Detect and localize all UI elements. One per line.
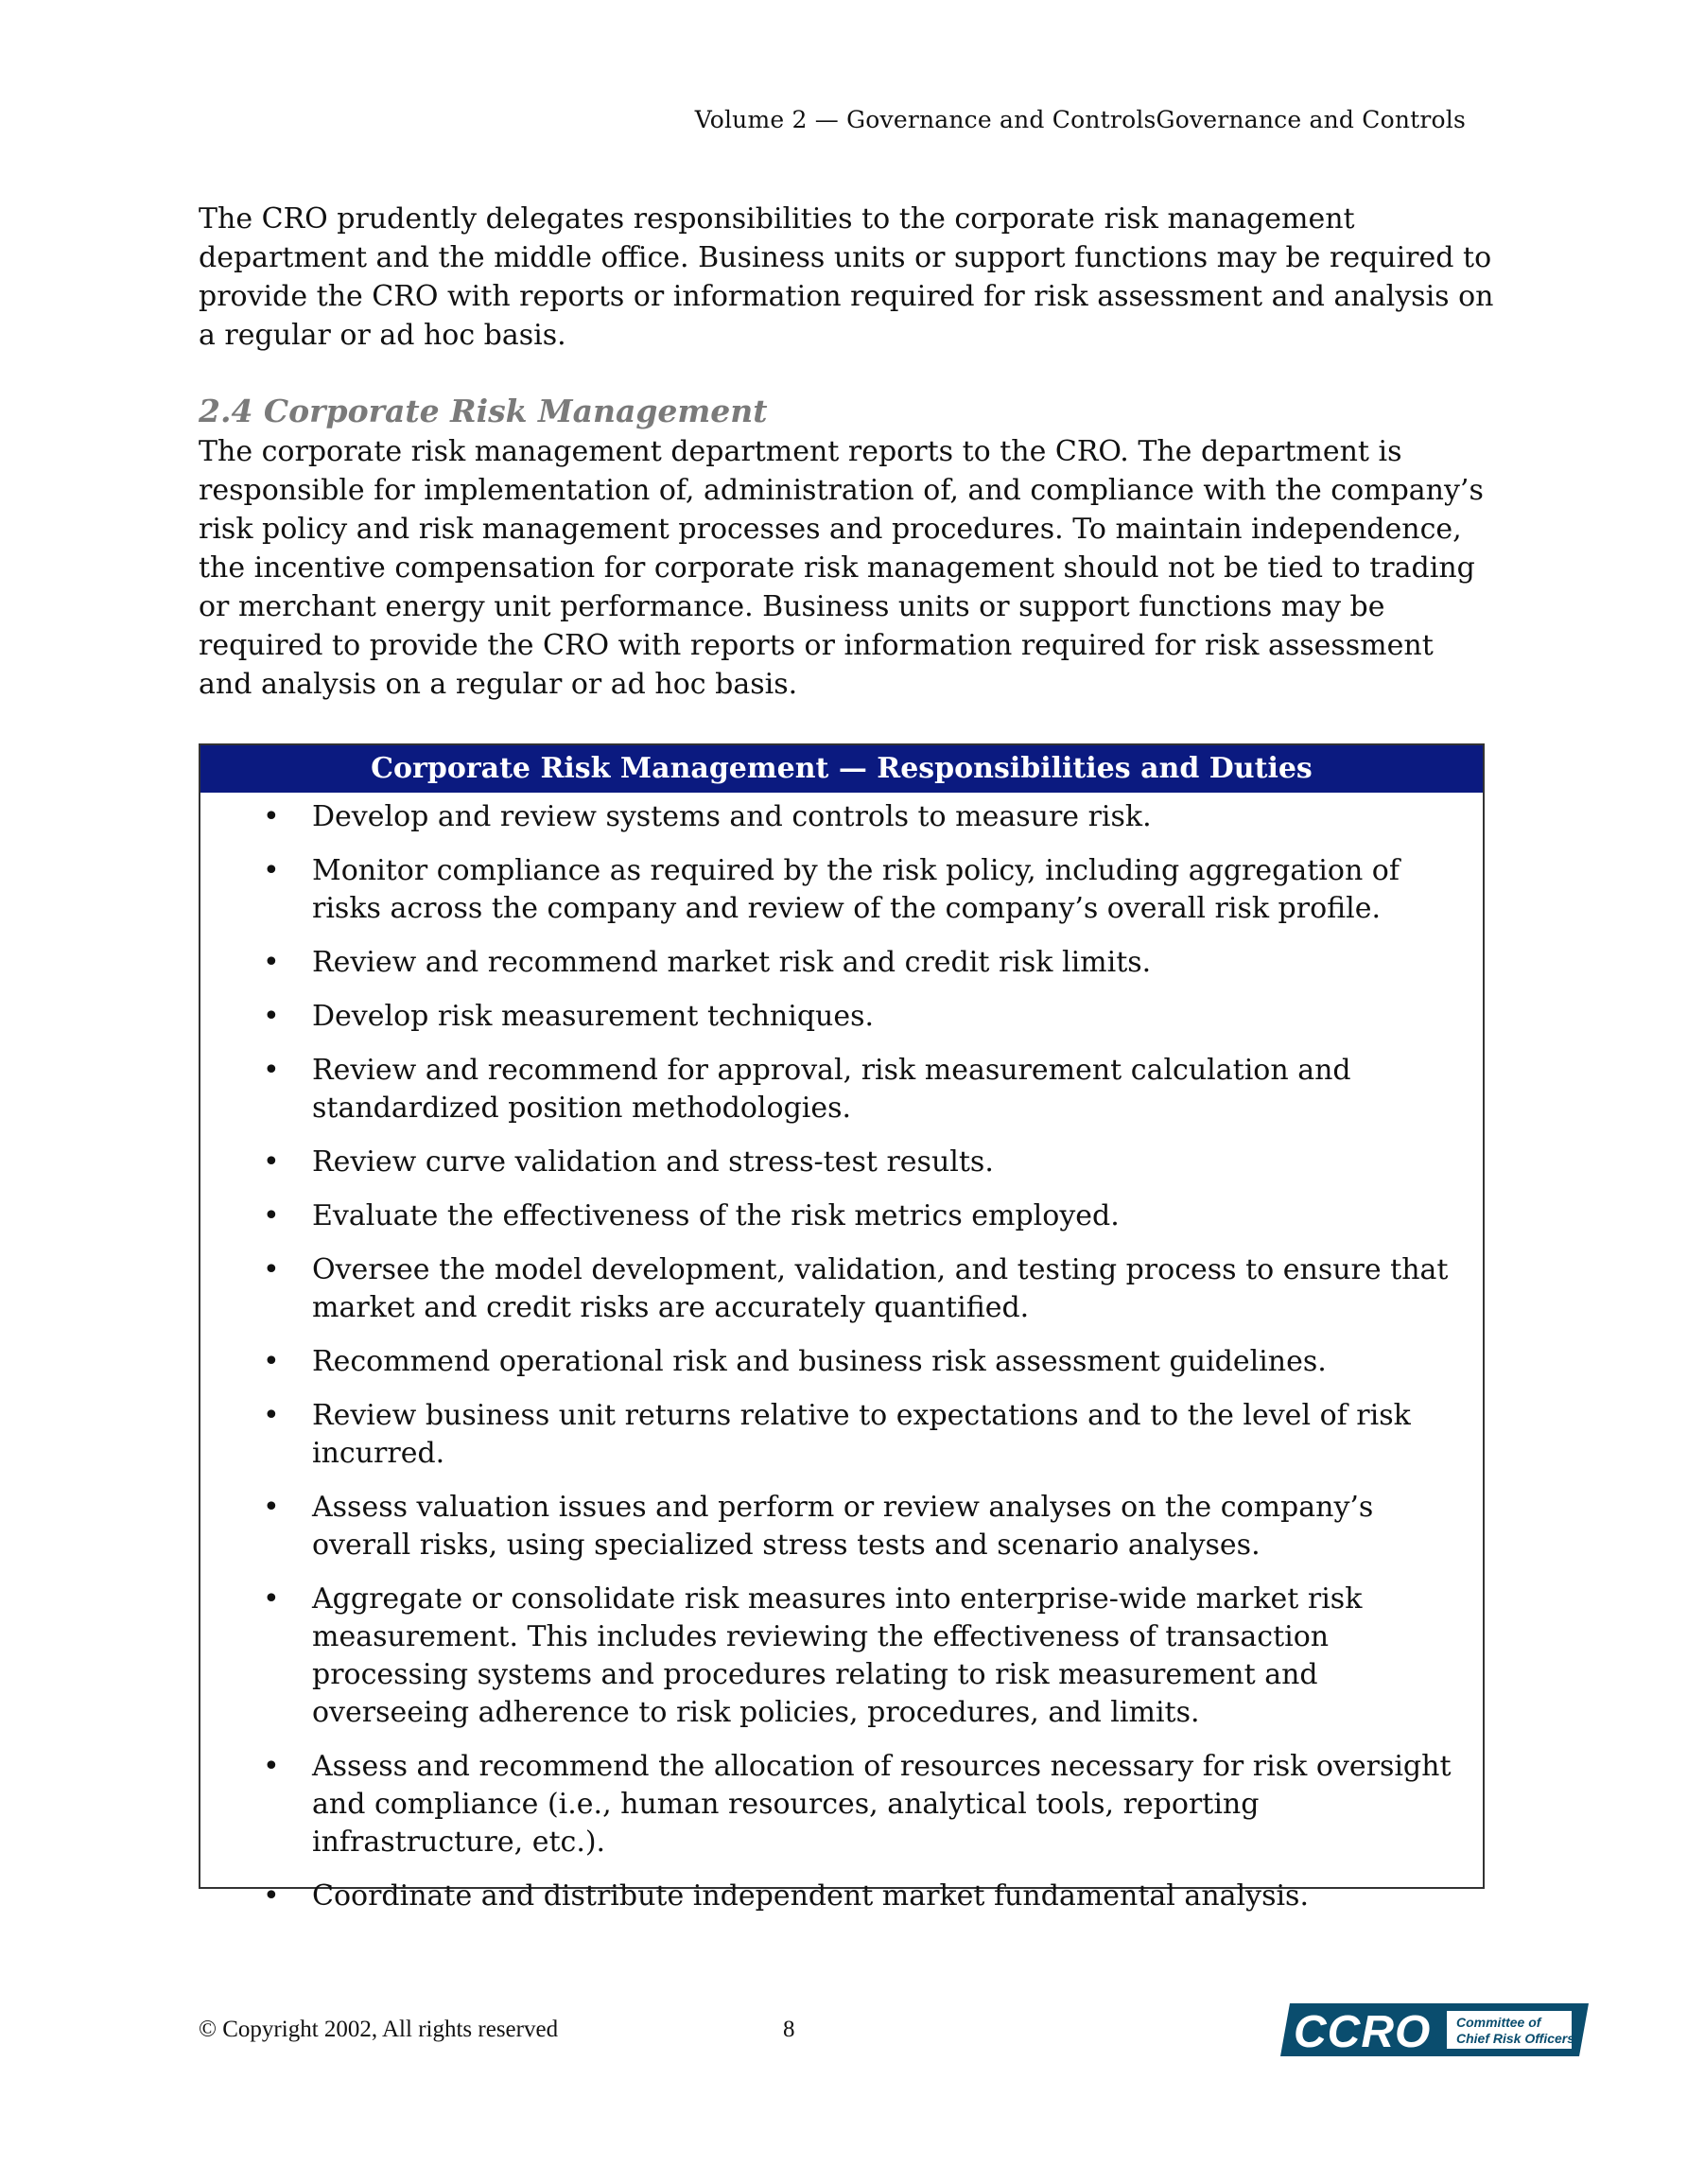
duty-text: Develop and review systems and controls to measure risk.: [312, 800, 1152, 833]
duty-item: [200, 1489, 1483, 1564]
bullet-icon: •: [263, 1399, 280, 1432]
page-number: 8: [783, 2017, 795, 2042]
bullet-icon: •: [263, 1491, 280, 1524]
section-heading: 2.4 Corporate Risk Management: [199, 393, 768, 429]
duty-item: [200, 1251, 1483, 1327]
ccro-logo: [1280, 2003, 1589, 2056]
ccro-logo-line1: Committee of: [1456, 2015, 1541, 2030]
duties-box: [199, 743, 1485, 1913]
duty-item: [200, 1197, 1483, 1235]
duty-item: [200, 944, 1483, 982]
bullet-icon: •: [263, 1345, 280, 1378]
ccro-logo-line2: Chief Risk Officers: [1456, 2031, 1575, 2046]
duty-item: [200, 1343, 1483, 1381]
bullet-icon: •: [263, 946, 280, 979]
bullet-icon: •: [263, 1582, 280, 1616]
duty-item: [200, 1581, 1483, 1732]
duty-item: [200, 852, 1483, 928]
bullet-icon: •: [263, 800, 280, 833]
duty-text: Assess and recommend the allocation of resources necessary for risk oversight and compliance (i.e., human resources, analytical tools, reporting infrastructure, etc.).: [312, 1750, 1452, 1859]
duty-text: Review and recommend for approval, risk measurement calculation and standardized position methodologies.: [312, 1054, 1351, 1125]
bullet-icon: •: [263, 1879, 280, 1913]
page-body: [199, 200, 1494, 704]
duty-text: Coordinate and distribute independent market fundamental analysis.: [312, 1879, 1309, 1913]
duty-text: Assess valuation issues and perform or review analyses on the company’s overall risks, using specialized stress tests and scenario analyses.: [312, 1491, 1374, 1562]
bullet-icon: •: [263, 1750, 280, 1783]
duty-item: [200, 798, 1483, 836]
bullet-icon: •: [263, 1253, 280, 1286]
duty-text: Review business unit returns relative to expectations and to the level of risk incurred.: [312, 1399, 1411, 1470]
duty-item: [200, 1397, 1483, 1473]
duty-item: [200, 1052, 1483, 1127]
duty-item: [200, 1748, 1483, 1861]
duty-item: [200, 1144, 1483, 1181]
bullet-icon: •: [263, 1000, 280, 1033]
duties-list: [200, 798, 1483, 1931]
duty-text: Evaluate the effectiveness of the risk metrics employed.: [312, 1199, 1120, 1232]
duty-text: Monitor compliance as required by the risk policy, including aggregation of risks across the company and review of the company’s overall risk profile.: [312, 854, 1400, 925]
duty-text: Aggregate or consolidate risk measures into enterprise-wide market risk measurement. This includes reviewing the effectiveness of transaction processing systems and procedures relating to risk measurement and overseeing adherence to risk policies, procedures, and limits.: [312, 1582, 1363, 1729]
bullet-icon: •: [263, 1199, 280, 1232]
duty-text: Review and recommend market risk and credit risk limits.: [312, 946, 1152, 979]
bullet-icon: •: [263, 854, 280, 887]
duties-box-title: Corporate Risk Management — Responsibilities and Duties: [200, 745, 1483, 793]
intro-paragraph: The CRO prudently delegates responsibilities to the corporate risk management department and the middle office. Business units or support functions may be required to provide the CRO with reports or information required for risk assessment and analysis on a regular or ad hoc basis.: [199, 202, 1494, 352]
ccro-logo-wordmark: CCRO: [1294, 2007, 1432, 2056]
duty-text: Recommend operational risk and business risk assessment guidelines.: [312, 1345, 1327, 1378]
duty-item: [200, 1878, 1483, 1915]
duty-text: Review curve validation and stress-test results.: [312, 1145, 994, 1179]
duty-item: [200, 998, 1483, 1036]
duty-text: Oversee the model development, validation, and testing process to ensure that market and credit risks are accurately quantified.: [312, 1253, 1449, 1324]
section-paragraph: The corporate risk management department reports to the CRO. The department is responsible for implementation of, administration of, and compliance with the company’s risk policy and risk management processes and procedures. To maintain independence, the incentive compensation for corporate risk management should not be tied to trading or merchant energy unit performance. Business units or support functions may be required to provide the CRO with reports or information required for risk assessment and analysis on a regular or ad hoc basis.: [199, 435, 1484, 701]
bullet-icon: •: [263, 1145, 280, 1179]
duty-text: Develop risk measurement techniques.: [312, 1000, 875, 1033]
bullet-icon: •: [263, 1054, 280, 1087]
footer-copyright: © Copyright 2002, All rights reserved: [199, 2017, 559, 2042]
running-header: Volume 2 — Governance and ControlsGovernance and Controls: [694, 106, 1466, 133]
